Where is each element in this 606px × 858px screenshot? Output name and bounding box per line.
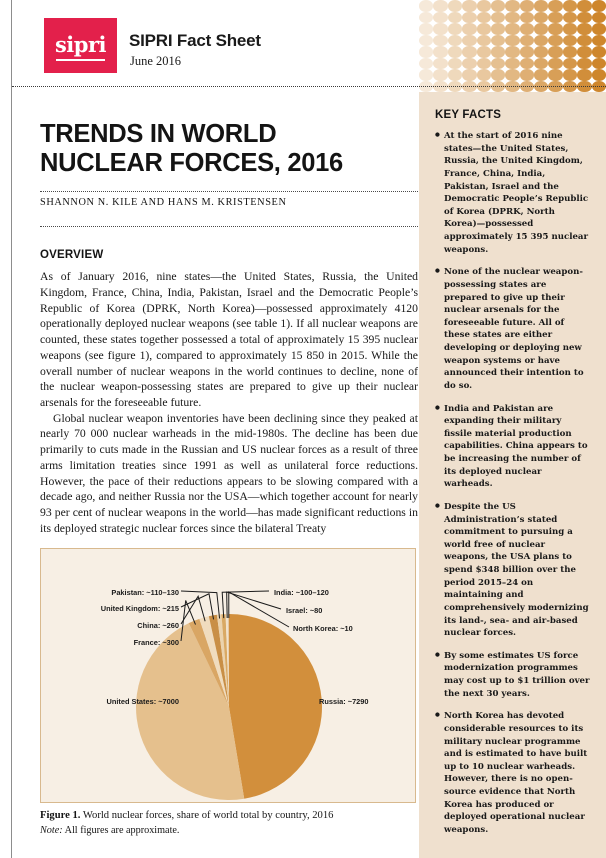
pie-label-france: France: ~300 (133, 637, 179, 647)
decorative-dot (505, 69, 519, 81)
decorative-dot (577, 69, 591, 81)
decorative-dot (563, 35, 577, 47)
decorative-dot (505, 58, 519, 70)
decorative-dot (491, 58, 505, 70)
decorative-dot (534, 12, 548, 24)
decorative-dot (548, 58, 562, 70)
pie-label-israel: Israel: ~80 (286, 605, 323, 615)
main-column (40, 106, 418, 836)
key-fact-item: ● None of the nuclear weapon-possessing states are prepared to give up their nuclear arsenals for the foreseeable future. All of these states are either developing or deploying new weapon systems or have announced their intention to do so. (435, 266, 590, 392)
decorative-dot (462, 46, 476, 58)
decorative-dot (548, 23, 562, 35)
decorative-dot (548, 35, 562, 47)
decorative-dot (433, 12, 447, 24)
decorative-dot (419, 23, 433, 35)
decorative-dot (433, 23, 447, 35)
decorative-dot (548, 12, 562, 24)
decorative-dot (433, 0, 447, 12)
decorative-dot (462, 35, 476, 47)
figure-caption-label: Figure 1. (40, 809, 81, 821)
decorative-dot (419, 46, 433, 58)
figure-caption-text: World nuclear forces, share of world total by country, 2016 (80, 809, 334, 821)
key-facts-title: KEY FACTS (435, 109, 502, 121)
pie-slice (229, 614, 322, 799)
decorative-dot (577, 0, 591, 12)
decorative-dot (448, 12, 462, 24)
decorative-dot (419, 35, 433, 47)
decorative-dot (419, 0, 433, 12)
decorative-dot (477, 0, 491, 12)
decorative-dot (433, 69, 447, 81)
decorative-dot (419, 58, 433, 70)
page-edge-rule (11, 0, 12, 858)
sipri-logo (44, 18, 117, 73)
overview-paragraph-1: As of January 2016, nine states—the United States, Russia, the United Kingdom, France, China, India, Pakistan, Israel and the Democratic People’s Republic of Korea (DPRK, North Korea)—possessed approximately 4120 operationally deployed nuclear weapons (see table 1). If all nuclear weapons are counted, these states together possessed a total of approximately 15 395 nuclear weapons (see figure 1), compared to approximately 15 850 in 2015. While the overall number of nuclear weapons in the world continues to decline, none of the nuclear weapon-possessing states are prepared to give up their nuclear arsenals for the foreseeable future. (40, 270, 418, 409)
decorative-dot (592, 69, 606, 81)
decorative-dot (477, 23, 491, 35)
decorative-dot (520, 23, 534, 35)
decorative-dot (462, 23, 476, 35)
decorative-dot (577, 35, 591, 47)
sipri-logo-underline (56, 59, 105, 61)
decorative-dot (520, 35, 534, 47)
decorative-dot (505, 0, 519, 12)
header-divider (12, 86, 606, 87)
decorative-dot (520, 58, 534, 70)
decorative-dot (548, 69, 562, 81)
decorative-dot (491, 12, 505, 24)
decorative-dot (563, 23, 577, 35)
decorative-dot (534, 0, 548, 12)
key-fact-item: ● At the start of 2016 nine states—the United States, Russia, the United Kingdom, France, China, India, Pakistan, Israel and the Democratic People’s Republic of Korea (DPRK, North Korea)—possessed approximately 15 395 nuclear weapons. (435, 130, 590, 256)
decorative-dot (448, 35, 462, 47)
decorative-dot (505, 35, 519, 47)
decorative-dot (448, 46, 462, 58)
decorative-dot (462, 58, 476, 70)
decorative-dot (419, 69, 433, 81)
decorative-dot (520, 0, 534, 12)
decorative-dot (534, 35, 548, 47)
decorative-dot (477, 58, 491, 70)
figure-note-text: All figures are approximate. (62, 824, 180, 836)
key-fact-item: ● India and Pakistan are expanding their military fissile material production capabilities. China appears to be increasing the number of its deployed nuclear warheads. (435, 403, 590, 491)
decorative-dot (563, 69, 577, 81)
decorative-dot (462, 12, 476, 24)
decorative-dot (548, 46, 562, 58)
key-facts-list (435, 130, 590, 837)
decorative-dot (520, 69, 534, 81)
decorative-dot (477, 69, 491, 81)
pie-label-north-korea: North Korea: ~10 (293, 623, 353, 633)
decorative-dot (462, 69, 476, 81)
decorative-dot (563, 12, 577, 24)
decorative-dot-grid (419, 0, 606, 92)
decorative-dot (548, 0, 562, 12)
pie-label-india: India: ~100–120 (274, 587, 329, 597)
decorative-dot (477, 12, 491, 24)
decorative-dot (448, 58, 462, 70)
key-fact-item: ● Despite the US Administration’s stated commitment to pursuing a world free of nuclear weapons, the USA plans to spend $348 billion over the period 2015–24 on maintaining and comprehensively modernizing its land-, sea- and air-based nuclear forces. (435, 501, 590, 640)
decorative-dot (491, 46, 505, 58)
decorative-dot (491, 0, 505, 12)
decorative-dot (448, 23, 462, 35)
pie-label-russia: Russia: ~7290 (319, 696, 369, 706)
decorative-dot (592, 35, 606, 47)
author-rule-bottom (40, 226, 418, 227)
sipri-logo-wordmark: sipri (54, 32, 107, 57)
key-fact-item: ● North Korea has devoted considerable resources to its military nuclear programme and is estimated to have built up to 10 nuclear warheads. However, there is no open-source evidence that North Korea has produced or deployed operational nuclear weapons. (435, 710, 590, 836)
page-title: TRENDS IN WORLD NUCLEAR FORCES, 2016 (40, 120, 343, 177)
decorative-dot (462, 0, 476, 12)
figure-note (40, 825, 418, 836)
decorative-dot (505, 23, 519, 35)
decorative-dot (505, 12, 519, 24)
decorative-dot (534, 69, 548, 81)
decorative-dot (520, 12, 534, 24)
decorative-dot (520, 46, 534, 58)
decorative-dot (491, 69, 505, 81)
decorative-dot (592, 58, 606, 70)
decorative-dot (433, 46, 447, 58)
decorative-dot (477, 35, 491, 47)
decorative-dot (577, 46, 591, 58)
key-fact-item: ● By some estimates US force modernization programmes may cost up to $1 trillion over the next 30 years. (435, 650, 590, 701)
decorative-dot (534, 46, 548, 58)
decorative-dot (563, 0, 577, 12)
decorative-dot (419, 12, 433, 24)
decorative-dot (433, 58, 447, 70)
figure-caption (40, 809, 418, 823)
pie-label-united-kingdom: United Kingdom: ~215 (100, 603, 179, 613)
decorative-dot (577, 58, 591, 70)
section-heading-overview: OVERVIEW (40, 249, 104, 262)
overview-paragraph-2: Global nuclear weapon inventories have been declining since they peaked at nearly 70 000 nuclear warheads in the mid-1980s. The decline has been due primarily to cuts made in the Russian and US nuclear forces as a result of three arms limitation treaties since 1991 as well as unilateral force reductions. However, the pace of their reductions appears to be slowing compared with a decade ago, and neither Russia nor the USA—which together account for nearly 93 per cent of nuclear weapons in the world—has made significant reductions in its deployed strategic nuclear forces since the bilateral Treaty (40, 411, 418, 535)
publication-date: June 2016 (130, 54, 182, 68)
decorative-dot (592, 23, 606, 35)
decorative-dot (592, 12, 606, 24)
figure-1-panel (40, 548, 416, 803)
pie-label-united-states: United States: ~7000 (106, 696, 179, 706)
decorative-dot (505, 46, 519, 58)
decorative-dot (563, 58, 577, 70)
decorative-dot (563, 46, 577, 58)
pie-label-china: China: ~260 (137, 620, 179, 630)
decorative-dot (448, 69, 462, 81)
publication-title: SIPRI Fact Sheet (129, 31, 261, 50)
decorative-dot (477, 46, 491, 58)
decorative-dot (592, 0, 606, 12)
decorative-dot (577, 12, 591, 24)
decorative-dot (448, 0, 462, 12)
pie-label-pakistan: Pakistan: ~110–130 (111, 587, 179, 597)
decorative-dot (433, 35, 447, 47)
decorative-dot (592, 46, 606, 58)
figure-note-label: Note: (40, 824, 63, 836)
authors: SHANNON N. KILE AND HANS M. KRISTENSEN (40, 197, 287, 209)
decorative-dot (577, 23, 591, 35)
decorative-dot (534, 23, 548, 35)
decorative-dot (491, 23, 505, 35)
pie-chart (41, 549, 415, 802)
decorative-dot (534, 58, 548, 70)
decorative-dot (491, 35, 505, 47)
key-facts-sidebar (419, 92, 606, 858)
